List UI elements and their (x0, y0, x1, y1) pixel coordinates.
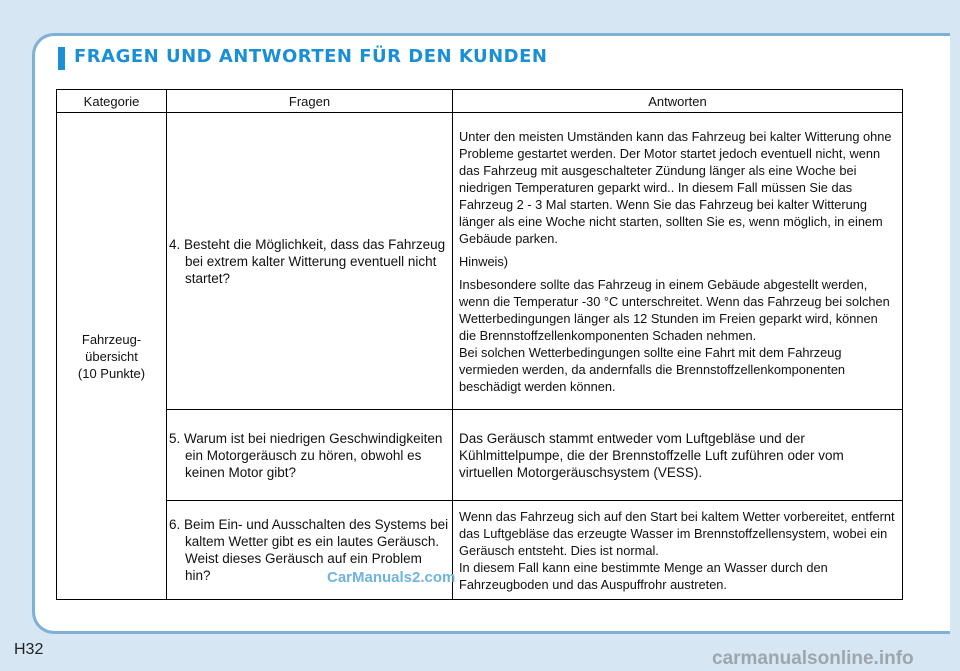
column-header-questions: Fragen (167, 90, 453, 113)
answer-paragraph: In diesem Fall kann eine bestimmte Menge an Wasser durch den Fahrzeugboden und das Auspuffrohr austreten. (459, 559, 828, 592)
answer-cell (453, 410, 903, 501)
table-row (57, 113, 903, 410)
footer-watermark: carmanualsonline.info (712, 648, 914, 669)
qa-table (56, 89, 903, 600)
answer-paragraph: Unter den meisten Umständen kann das Fahrzeug bei kalter Witterung ohne Probleme gestartet werden. Der Motor startet jedoch eventuell nicht, wenn das Fahrzeug mit ausgeschalteter Zündung länger als eine Woche bei niedrigen Temperaturen geparkt wird.. In diesem Fall müssen Sie das Fahrzeug 2 - 3 Mal starten. Wenn Sie das Fahrzeug bei kalter Witterung länger als eine Woche nicht starten, sollten Sie es, wenn möglich, in einem Gebäude parken. (459, 128, 892, 246)
page-number: H32 (14, 641, 44, 658)
table-row (57, 410, 903, 501)
watermark-link[interactable]: CarManuals2.com (327, 569, 456, 586)
table-row (57, 501, 903, 600)
question-text: 4. Besteht die Möglichkeit, dass das Fahrzeug bei extrem kalter Witterung eventuell nicht startet? (169, 236, 446, 286)
category-line: Fahrzeug- (81, 331, 142, 347)
page-title: FRAGEN UND ANTWORTEN FÜR DEN KUNDEN (74, 46, 548, 67)
question-cell (167, 410, 453, 501)
table-header-row (57, 90, 903, 113)
question-text: 5. Warum ist bei niedrigen Geschwindigkeiten ein Motorgeräusch zu hören, obwohl es keinen Motor gibt? (169, 430, 443, 480)
question-text: 6. Beim Ein- und Ausschalten des Systems bei kaltem Wetter gibt es ein lautes Geräusch. Weist dieses Geräusch auf ein Problem hin? (169, 517, 449, 583)
column-header-category: Kategorie (57, 90, 167, 113)
category-cell (57, 113, 167, 600)
answer-cell (453, 113, 903, 410)
category-line: übersicht (85, 348, 138, 364)
answer-cell (453, 501, 903, 600)
question-cell (167, 113, 453, 410)
answer-paragraph: Insbesondere sollte das Fahrzeug in einem Gebäude abgestellt werden, wenn die Temperatur -30 °C unterschreitet. Wenn das Fahrzeug bei solchen Wetterbedingungen länger als 12 Stunden im Freien geparkt wird, können die Brennstoffzellenkomponenten Schaden nehmen. (459, 276, 890, 343)
note-label: Hinweis) (459, 253, 509, 269)
column-header-answers: Antworten (453, 90, 903, 113)
answer-paragraph: Bei solchen Wetterbedingungen sollte eine Fahrt mit dem Fahrzeug vermieden werden, da andernfalls die Brennstoffzellenkomponenten beschädigt werden können. (459, 344, 846, 394)
answer-paragraph: Wenn das Fahrzeug sich auf den Start bei kaltem Wetter vorbereitet, entfernt das Luftgebläse das erzeugte Wasser im Brennstoffzellensystem, wobei ein Geräusch entsteht. Dies ist normal. (459, 508, 895, 558)
title-accent-bar (58, 47, 65, 70)
answer-paragraph: Das Geräusch stammt entweder vom Luftgebläse und der Kühlmittelpumpe, die der Brennstoffzelle Luft zuführen oder vom virtuellen Motorgeräuschsystem (VESS). (459, 430, 844, 480)
category-line: (10 Punkte) (77, 365, 146, 381)
